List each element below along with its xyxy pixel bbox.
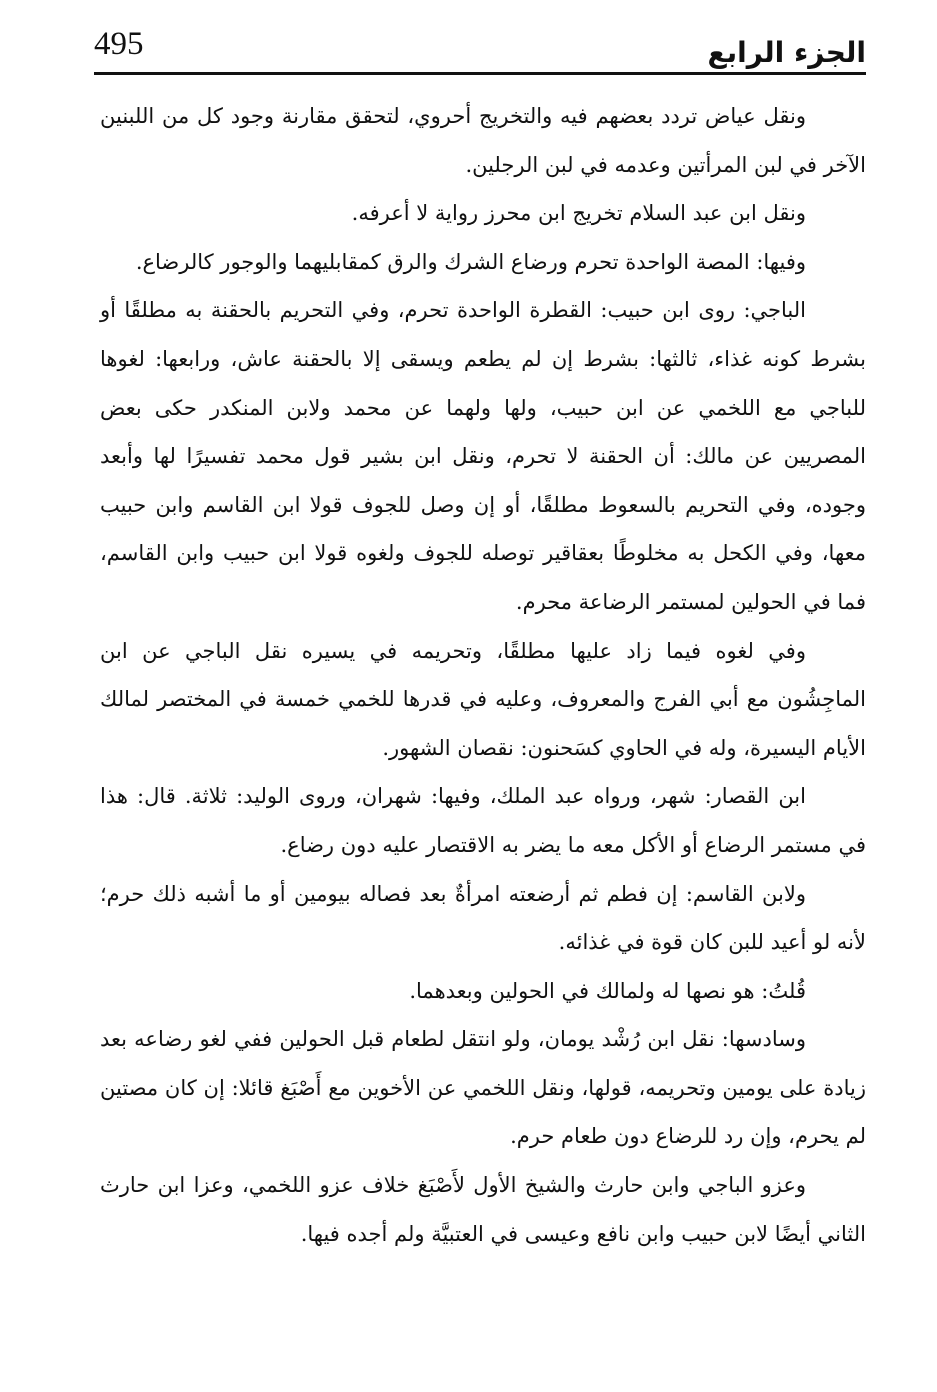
page-header [94, 22, 866, 70]
paragraph: وفي لغوه فيما زاد عليها مطلقًا، وتحريمه في يسيره نقل الباجي عن ابن الماجِشُون مع أبي الفرج والمعروف، وعليه في قدرها للخمي خمسة في المختصر لمالك الأيام اليسيرة، وله في الحاوي كسَحنون: نقصان الشهور. [100, 638, 866, 760]
paragraph: ابن القصار: شهر، ورواه عبد الملك، وفيها: شهران، وروى الوليد: ثلاثة. قال: هذا في مستمر الرضاع أو الأكل معه ما يضر به الاقتصار عليه دون رضاع. [100, 784, 866, 857]
paragraph: وسادسها: نقل ابن رُشْد يومان، ولو انتقل لطعام قبل الحولين ففي لغو رضاعه بعد زيادة على يومين وتحريمه، قولها، ونقل اللخمي عن الأخوين مع أَصْبَغ قائلا: إن كان مصتين لم يحرم، وإن رد للرضاع دون طعام حرم. [100, 1027, 866, 1149]
paragraph: الباجي: روى ابن حبيب: القطرة الواحدة تحرم، وفي التحريم بالحقنة به مطلقًا أو بشرط كونه غذاء، ثالثها: بشرط إن لم يطعم ويسقى إلا بالحقنة عاش، ورابعها: لغوها للباجي مع اللخمي عن ابن حبيب، ولها ولهما عن محمد ولابن المنكدر حكى بعض المصريين عن مالك: أن الحقنة لا تحرم، ونقل ابن بشير قول محمد تفسيرًا لها وأبعد وجوده، وفي التحريم بالسعوط مطلقًا، أو إن وصل للجوف قولا ابن القاسم وابن حبيب معها، وفي الكحل به مخلوطًا بعقاقير توصله للجوف ولغوه قولا ابن حبيب وابن القاسم، فما في الحولين لمستمر الرضاعة محرم. [100, 298, 866, 614]
body-text [100, 92, 866, 1258]
header-rule [94, 72, 866, 75]
paragraph: ونقل عياض تردد بعضهم فيه والتخريج أحروي، لتحقق مقارنة وجود كل من اللبنين الآخر في لبن المرأتين وعدمه في لبن الرجلين. [100, 104, 866, 177]
paragraph: ونقل ابن عبد السلام تخريج ابن محرز رواية لا أعرفه. [351, 201, 806, 226]
page-number: 495 [94, 26, 144, 62]
paragraph: ولابن القاسم: إن فطم ثم أرضعته امرأةٌ بعد فصاله بيومين أو ما أشبه ذلك حرم؛ لأنه لو أعيد للبن كان قوة في غذائه. [100, 881, 866, 955]
paragraph: وفيها: المصة الواحدة تحرم ورضاع الشرك والرق كمقابليهما والوجور كالرضاع. [135, 249, 806, 274]
paragraph: قُلتُ: هو نصها له ولمالك في الحولين وبعدهما. [409, 978, 806, 1003]
running-title: الجزء الرابع [707, 36, 866, 69]
paragraph: وعزو الباجي وابن حارث والشيخ الأول لأَصْبَغ خلاف عزو اللخمي، وعزا ابن حارث الثاني أيضًا لابن حبيب وابن نافع وعيسى في العتبيَّة ولم أجده فيها. [100, 1173, 866, 1246]
